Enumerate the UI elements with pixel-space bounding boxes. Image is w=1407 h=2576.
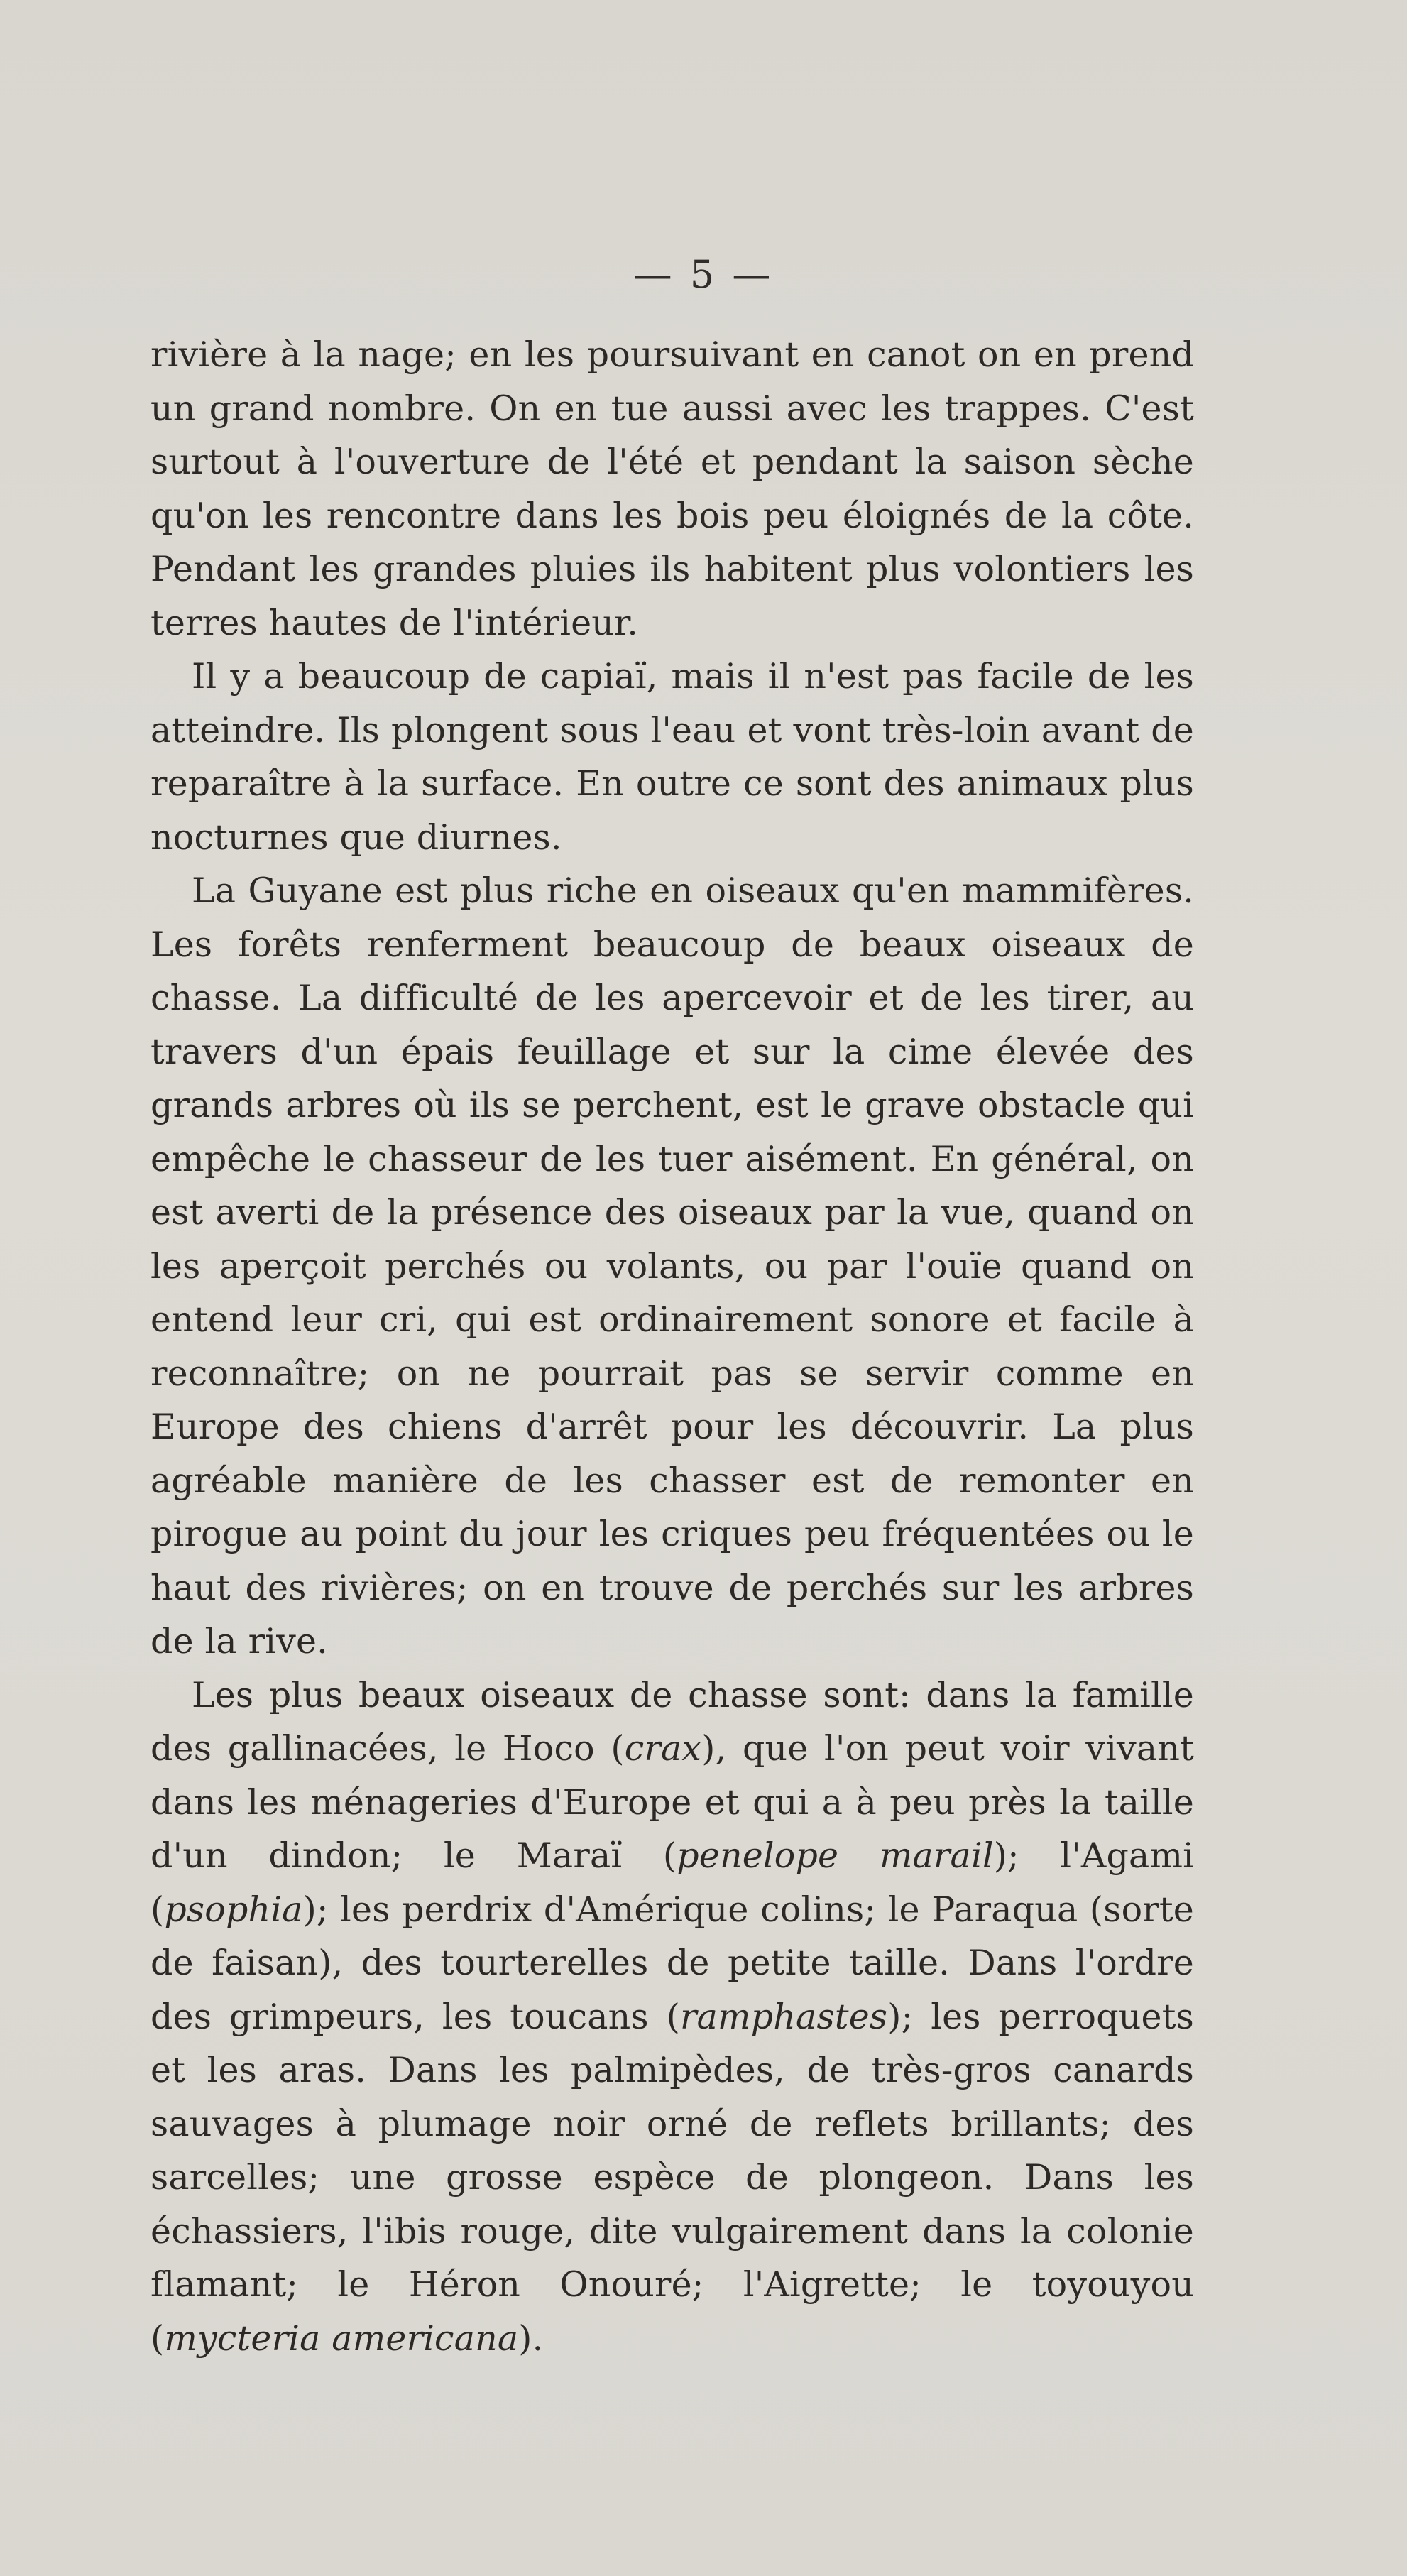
species-name-mycteria: mycteria americana: [164, 2318, 519, 2359]
species-name-crax: crax: [624, 1728, 702, 1769]
text-run: ); les perdrix d'Amérique colins; le Paraqua (sorte de faisan), des tourterelles de petite taille. Dans l'ordre des grimpeurs, les toucans (: [150, 1889, 1194, 2037]
text-run: ); les perroquets et les aras. Dans les palmipèdes, de très-gros canards sauvages à plumage noir orné de reflets brillants; des sarcelles; une grosse espèce de plongeon. Dans les échassiers, l'ibis rouge, dite vulgairement dans la colonie flamant; le Héron Onouré; l'Aigrette; le toyouyou (: [150, 1996, 1194, 2359]
paragraph-1: [150, 328, 1194, 650]
paragraph-2: [150, 650, 1194, 864]
paragraph-4: [150, 1669, 1194, 2366]
text-run: ), que l'on peut voir vivant dans les ménageries d'Europe et qui a à peu près la taille d'un dindon; le Maraï (: [150, 1728, 1194, 1876]
text-run: Il y a beaucoup de capiaï, mais il n'est pas facile de les atteindre. Ils plongent sous l'eau et vont très-loin avant de reparaître à la surface. En outre ce sont des animaux plus nocturnes que diurnes.: [150, 656, 1194, 858]
text-run: Les plus beaux oiseaux de chasse sont: dans la famille des gallinacées, le Hoco (: [150, 1674, 1194, 1769]
text-run: ); l'Agami (: [150, 1835, 1194, 1930]
paragraph-3: [150, 864, 1194, 1669]
body-text: [150, 328, 1194, 2365]
text-run: ).: [518, 2318, 544, 2359]
text-run: rivière à la nage; en les poursuivant en canot on en prend un grand nombre. On en tue aussi avec les trappes. C'est surtout à l'ouverture de l'été et pendant la saison sèche qu'on les rencontre dans les bois peu éloignés de la côte. Pendant les grandes pluies ils habitent plus volontiers les terres hautes de l'intérieur.: [150, 334, 1194, 643]
species-name-ramphastes: ramphastes: [680, 1996, 888, 2037]
species-name-psophia: psophia: [164, 1889, 303, 1930]
species-name-penelope: penelope marail: [677, 1835, 994, 1876]
page-number: — 5 —: [633, 252, 774, 297]
text-run: La Guyane est plus riche en oiseaux qu'en mammifères. Les forêts renferment beaucoup de beaux oiseaux de chasse. La difficulté de les apercevoir et de les tirer, au travers d'un épais feuillage et sur la cime élevée des grands arbres où ils se perchent, est le grave obstacle qui empêche le chasseur de les tuer aisément. En général, on est averti de la présence des oiseaux par la vue, quand on les aperçoit perchés ou volants, ou par l'ouïe quand on entend leur cri, qui est ordinairement sonore et facile à reconnaître; on ne pourrait pas se servir comme en Europe des chiens d'arrêt pour les découvrir. La plus agréable manière de les chasser est de remonter en pirogue au point du jour les criques peu fréquentées ou le haut des rivières; on en trouve de perchés sur les arbres de la rive.: [150, 871, 1194, 1661]
